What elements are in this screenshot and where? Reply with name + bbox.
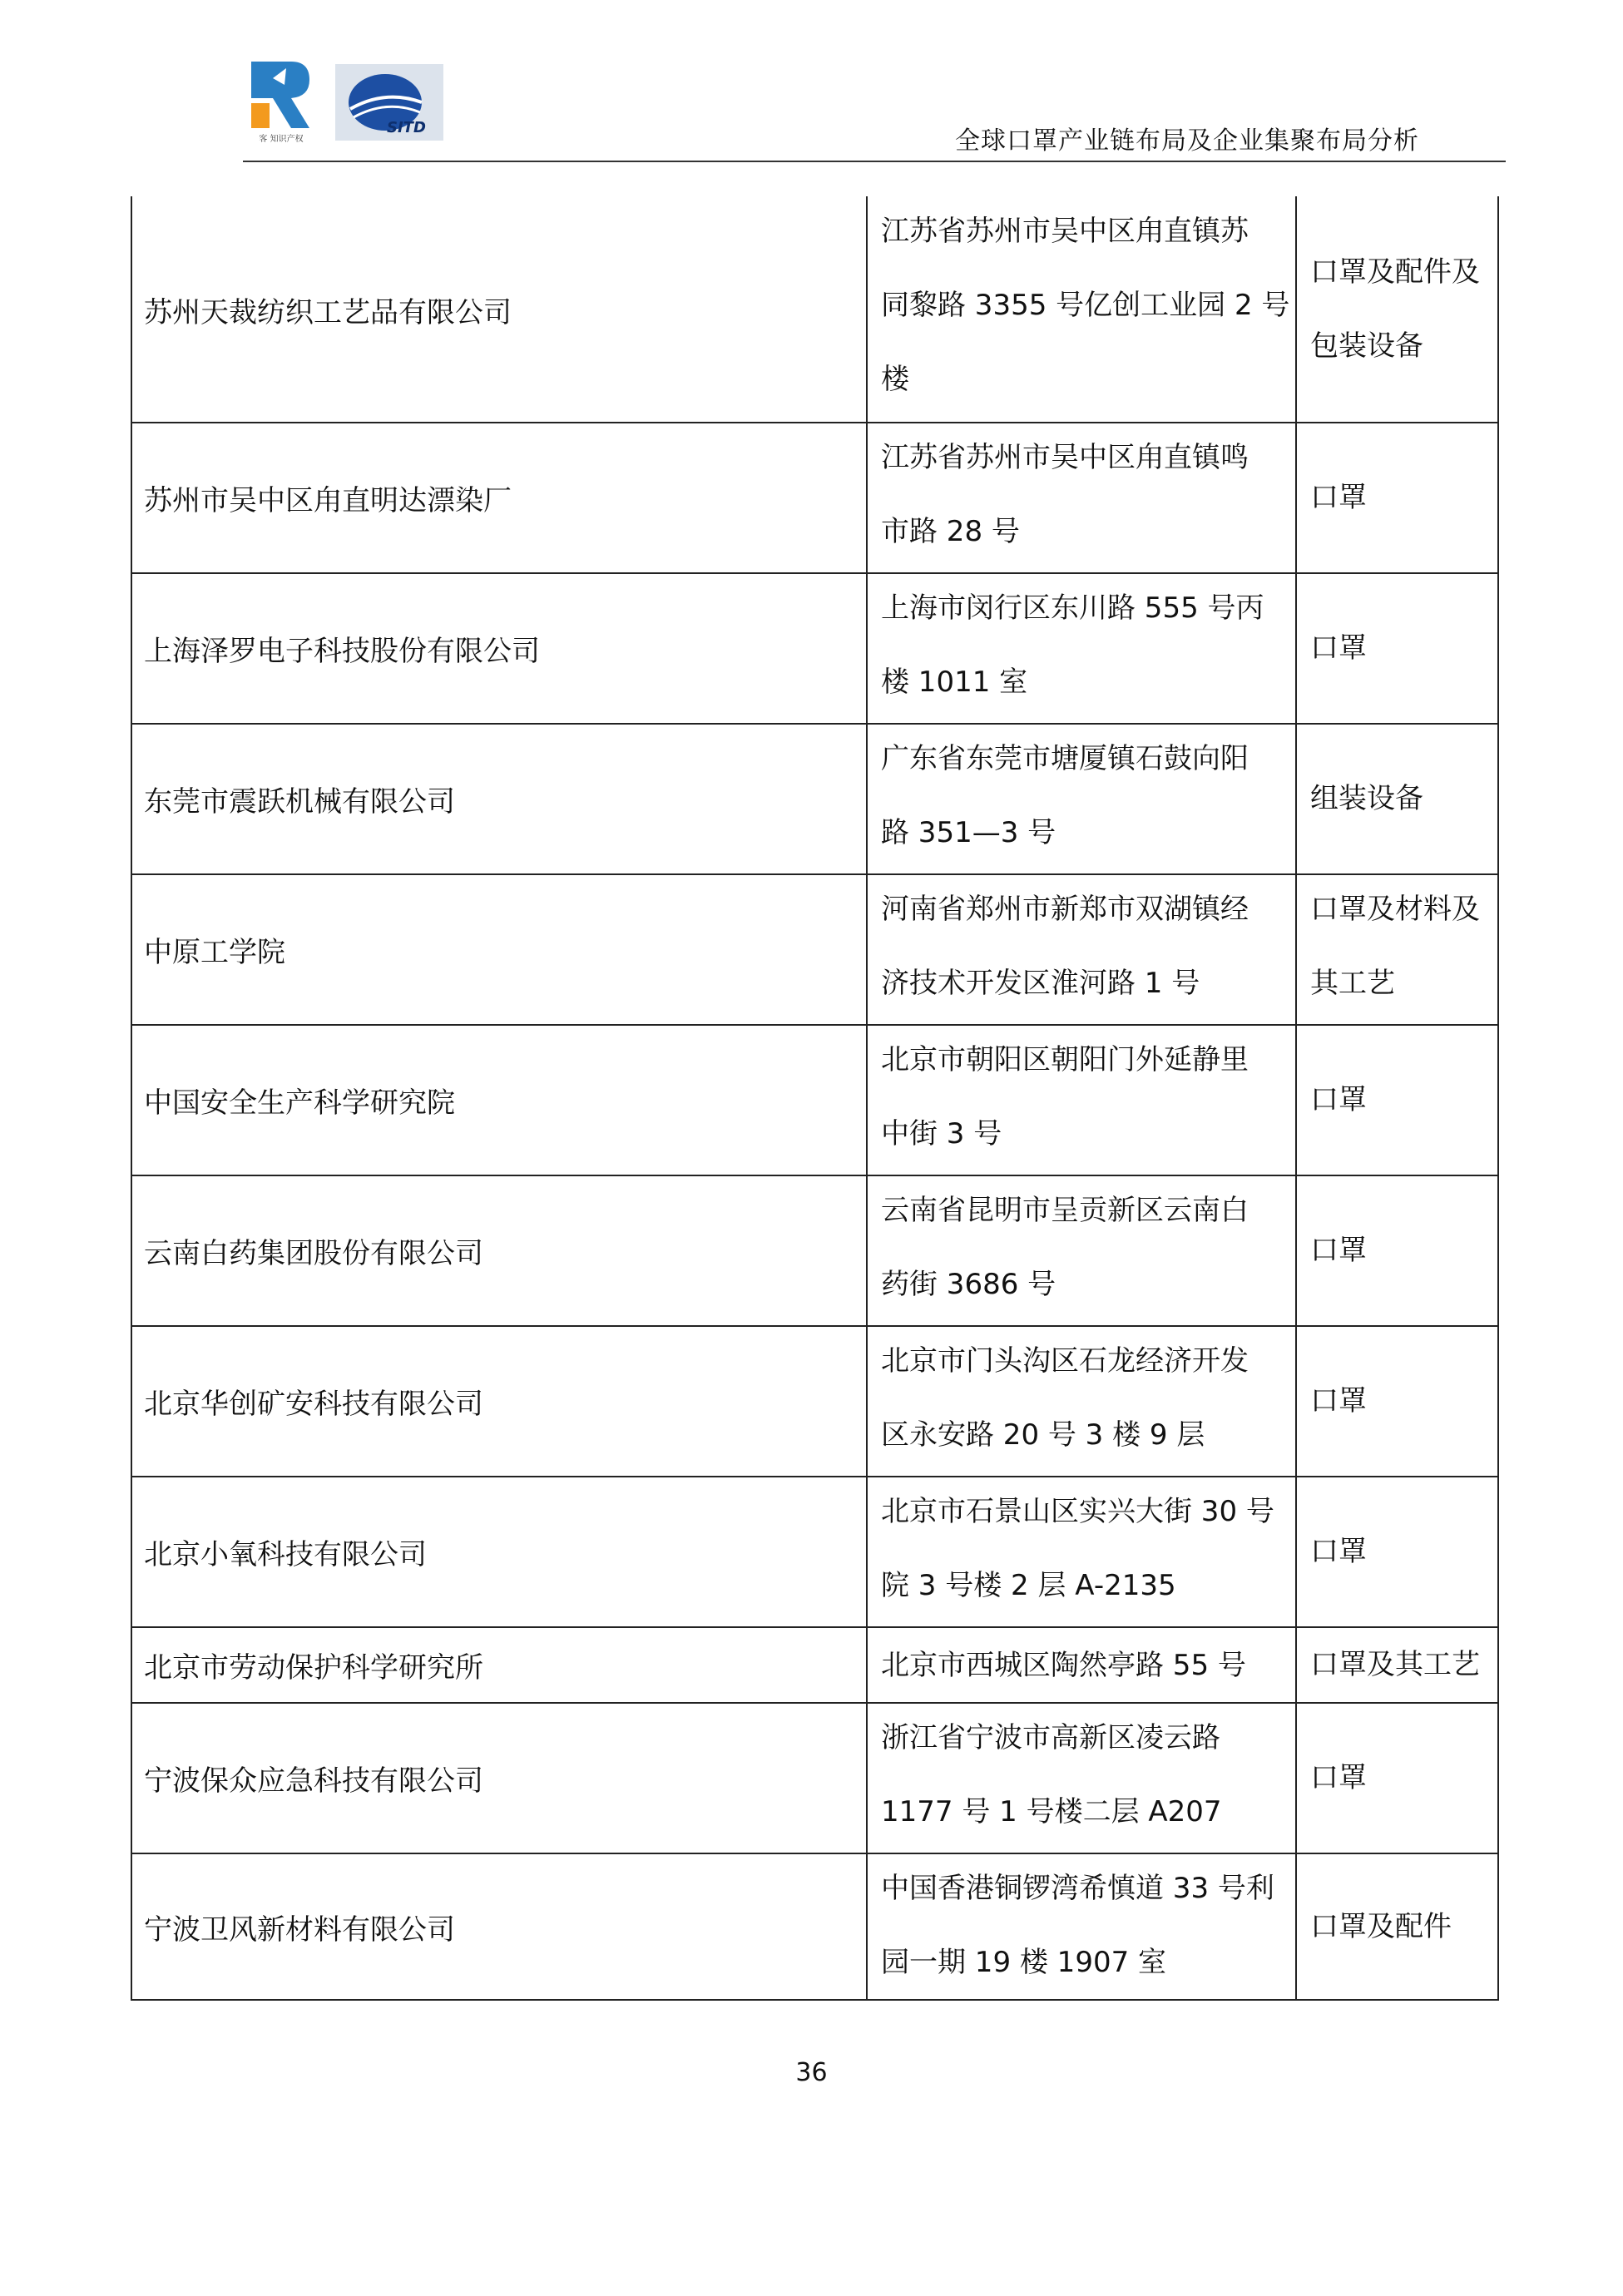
header-rule [243,161,1506,162]
product-cell [1295,1477,1499,1627]
address-line: 区永安路 20 号 3 楼 9 层 [881,1418,1205,1452]
address-line: 北京市西城区陶然亭路 55 号 [881,1649,1246,1682]
row-border [131,1999,1499,2001]
company-name: 宁波卫风新材料有限公司 [144,1913,455,1947]
table-row [131,724,1499,874]
product-line: 口罩及其工艺 [1310,1648,1480,1681]
product-cell [1295,1025,1499,1175]
address-line: 江苏省苏州市吴中区甪直镇苏 [881,215,1249,248]
table-row [131,874,1499,1025]
product-line: 口罩 [1310,1083,1367,1116]
company-name: 中国安全生产科学研究院 [144,1086,455,1120]
address-line: 路 351—3 号 [881,816,1056,849]
product-cell [1295,1326,1499,1477]
address-cell [866,1627,1295,1703]
product-line: 口罩 [1310,631,1367,665]
company-name-cell [131,1477,866,1627]
address-cell [866,1703,1295,1853]
address-cell [866,423,1295,573]
address-line: 北京市朝阳区朝阳门外延静里 [881,1043,1249,1076]
address-line: 北京市门头沟区石龙经济开发 [881,1344,1249,1378]
address-line: 济技术开发区淮河路 1 号 [881,967,1200,1000]
product-cell [1295,1853,1499,2000]
address-line: 北京市石景山区实兴大街 30 号 [881,1495,1274,1528]
company-name: 苏州市吴中区甪直明达漂染厂 [144,484,512,517]
address-cell [866,573,1295,724]
address-cell [866,1477,1295,1627]
address-line: 中国香港铜锣湾希慎道 33 号利 [881,1872,1274,1905]
company-name-cell [131,1326,866,1477]
table-row [131,1853,1499,2000]
company-name: 苏州天裁纺织工艺品有限公司 [144,295,512,329]
address-cell [866,196,1295,423]
product-line: 口罩及材料及 [1310,893,1480,926]
company-name: 上海泽罗电子科技股份有限公司 [144,635,540,668]
product-cell [1295,423,1499,573]
company-name-cell [131,724,866,874]
table-row [131,1326,1499,1477]
logo-caption: 客 知识产权 [259,135,304,144]
product-cell [1295,196,1499,423]
address-line: 楼 [881,363,909,396]
company-name: 东莞市震跃机械有限公司 [144,785,455,819]
product-line: 包装设备 [1310,329,1423,363]
product-cell [1295,1627,1499,1703]
address-line: 上海市闵行区东川路 555 号丙 [881,591,1264,625]
product-line: 口罩 [1310,1384,1367,1418]
r-logo [248,60,314,148]
company-name-cell [131,1627,866,1703]
table-row [131,1175,1499,1326]
product-line: 口罩 [1310,1535,1367,1568]
table-row [131,1025,1499,1175]
company-name: 中原工学院 [144,936,285,969]
product-line: 口罩及配件及 [1310,255,1480,289]
product-line: 口罩 [1310,481,1367,514]
table-row [131,196,1499,423]
product-line: 口罩 [1310,1761,1367,1794]
sitd-logo-text: SITD [387,119,426,136]
address-line: 楼 1011 室 [881,666,1028,699]
company-name-cell [131,1853,866,2000]
address-line: 中街 3 号 [881,1117,1002,1150]
company-name: 北京市劳动保护科学研究所 [144,1651,483,1685]
address-line: 1177 号 1 号楼二层 A207 [881,1795,1222,1828]
product-line: 口罩 [1310,1234,1367,1267]
table-row [131,1627,1499,1703]
product-line: 口罩及配件 [1310,1909,1452,1943]
header-title: 全球口罩产业链布局及企业集聚布局分析 [955,126,1419,156]
product-cell [1295,573,1499,724]
address-line: 河南省郑州市新郑市双湖镇经 [881,893,1249,926]
company-name-cell [131,1703,866,1853]
address-line: 院 3 号楼 2 层 A-2135 [881,1569,1176,1602]
product-line: 组装设备 [1310,782,1423,815]
address-cell [866,724,1295,874]
address-line: 云南省昆明市呈贡新区云南白 [881,1194,1249,1227]
company-name: 云南白药集团股份有限公司 [144,1237,483,1270]
table-row [131,573,1499,724]
product-cell [1295,874,1499,1025]
address-cell [866,1175,1295,1326]
company-name-cell [131,874,866,1025]
product-cell [1295,1175,1499,1326]
address-line: 广东省东莞市塘厦镇石鼓向阳 [881,742,1249,775]
r-logo-mark [248,60,314,130]
company-name: 北京华创矿安科技有限公司 [144,1388,483,1421]
table-row [131,1703,1499,1853]
address-line: 浙江省宁波市高新区凌云路 [881,1721,1220,1754]
address-cell [866,1025,1295,1175]
company-name-cell [131,1175,866,1326]
address-line: 园一期 19 楼 1907 室 [881,1946,1167,1979]
address-line: 江苏省苏州市吴中区甪直镇鸣 [881,441,1249,474]
company-name: 宁波保众应急科技有限公司 [144,1764,483,1798]
address-cell [866,1326,1295,1477]
product-line: 其工艺 [1310,967,1395,1000]
product-cell [1295,1703,1499,1853]
address-line: 药街 3686 号 [881,1268,1056,1301]
company-table [131,196,1499,2000]
company-name-cell [131,573,866,724]
company-name-cell [131,423,866,573]
address-cell [866,1853,1295,2000]
company-name-cell [131,196,866,423]
product-cell [1295,724,1499,874]
address-line: 同黎路 3355 号亿创工业园 2 号 [881,289,1290,322]
sitd-logo [335,64,443,141]
table-row [131,423,1499,573]
company-name: 北京小氧科技有限公司 [144,1538,427,1571]
page-number: 36 [795,2058,828,2087]
table-row [131,1477,1499,1627]
company-name-cell [131,1025,866,1175]
address-cell [866,874,1295,1025]
address-line: 市路 28 号 [881,515,1020,548]
